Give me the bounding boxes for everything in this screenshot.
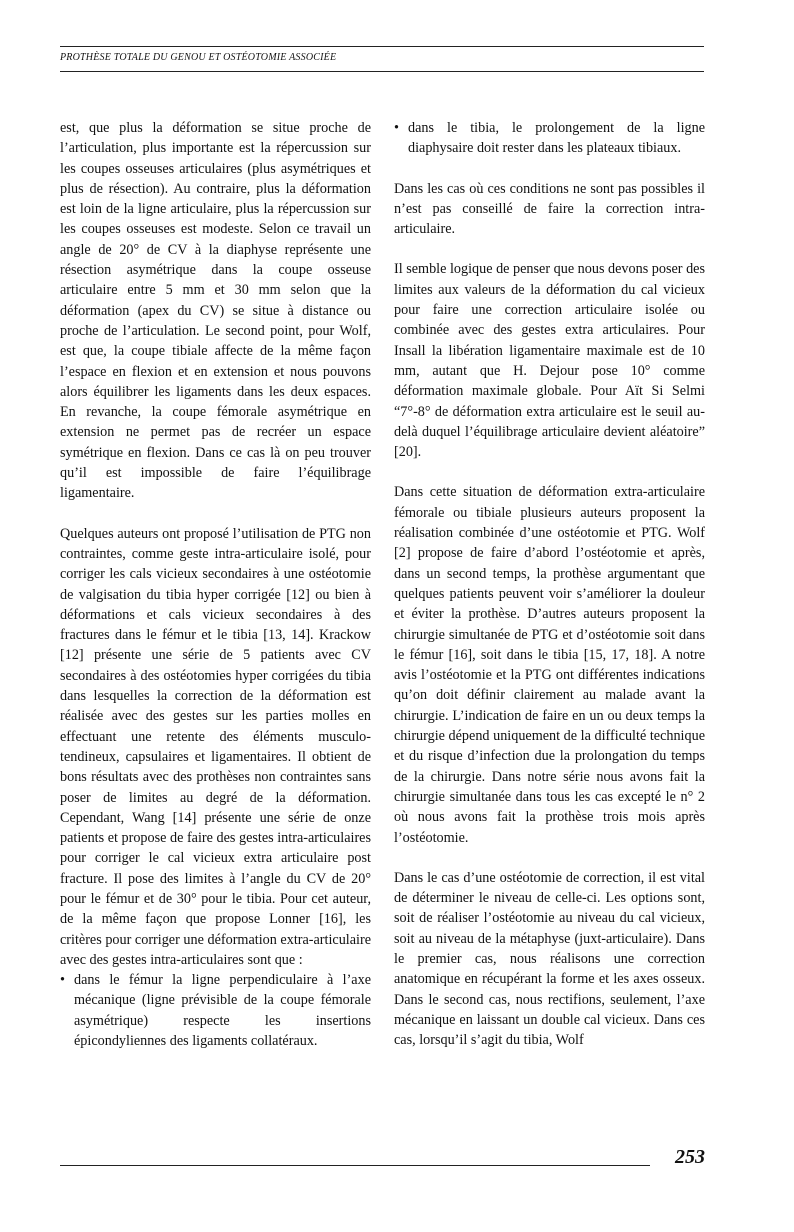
footer-rule: [60, 1165, 650, 1166]
paragraph-5: Dans cette situation de déformation extra-articulaire fémorale ou tibiale plusieurs auteurs proposent la réalisation combinée d’une ostéotomie et PTG. Wolf [2] propose de faire d’abord l’ostéotomie et après, dans un second temps, la prothèse argumentant que quelques patients peuvent voir s’améliorer la douleur et éviter la prothèse. D’autres auteurs proposent la chirurgie simultanée de PTG et d’ostéotomie soit dans le fémur [16], soit dans le tibia [15, 17, 18]. A notre avis l’ostéotomie et la PTG ont différentes indications qu’on doit définir clairement au malade avant la chirurgie. L’indication de faire en un ou deux temps la chirurgie dépend uniquement de la difficulté technique et du risque d’infection due la prolongation du temps de la chirurgie. Dans notre série nous avons fait la chirurgie simultanée dans tous les cas excepté le n° 2 où nous avons fait la prothèse trois mois après l’ostéotomie.: [394, 484, 705, 846]
paragraph-3: Dans les cas où ces conditions ne sont pas possibles il n’est pas conseillé de faire la correction intra-articulaire.: [394, 180, 705, 238]
right-column: [394, 118, 705, 1050]
paragraph-1: est, que plus la déformation se situe proche de l’articulation, plus importante est la répercussion sur les coupes osseuses articulaires (plus asymétriques et plus de résection). Au contraire, plus la déformation est loin de la ligne articulaire, plus la répercussion sur les coupes osseuses est modeste. Selon ce travail un angle de 20° de CV à la diaphyse représente une résection asymétrique dans la coupe osseuse articulaire entre 5 mm et 30 mm selon que la déformation (apex du CV) se situe à distance ou proche de l’articulation. Le second point, pour Wolf, est que, la coupe tibiale affecte de la même façon l’espace en flexion et en extension et nous pouvons alors équilibrer les ligaments dans les deux espaces. En revanche, la coupe fémorale asymétrique en extension ne permet pas de recréer un espace symétrique en flexion. Dans ce cas là on peu trouver qu’il est impossible de faire l’équilibrage ligamentaire.: [60, 120, 371, 502]
bullet-text-tibia: dans le tibia, le prolongement de la ligne diaphysaire doit rester dans les plateaux tibiaux.: [408, 120, 705, 157]
header-rule-bottom: [60, 71, 704, 72]
left-column: [60, 118, 371, 1051]
bullet-icon: •: [60, 972, 65, 989]
bullet-icon: •: [394, 120, 399, 136]
bullet-item-femur: [60, 970, 371, 1051]
bullet-text-femur: dans le fémur la ligne perpendiculaire à l’axe mécanique (ligne prévisible de la coupe fémorale asymétrique) respecte les insertions épicondyliennes des ligaments collatéraux.: [74, 972, 371, 1050]
header-rule-top: [60, 46, 704, 47]
bullet-item-tibia: [394, 118, 705, 159]
paragraph-4: Il semble logique de penser que nous devons poser des limites aux valeurs de la déformation du cal vicieux pour faire une correction articulaire isolée ou combinée avec des gestes extra articulaires. Pour Insall la libération ligamentaire maximale est de 10 mm, autant que H. Dejour pose 10° comme déformation maximale globale. Pour Aït Si Selmi “7°-8° de déformation extra articulaire est le seuil au-delà duquel l’équilibrage articulaire devient aléatoire” [20].: [394, 261, 705, 461]
page-number: 253: [675, 1146, 705, 1168]
paragraph-2: Quelques auteurs ont proposé l’utilisation de PTG non contraintes, comme geste intra-articulaire isolé, pour corriger les cals vicieux secondaires à une ostéotomie de valgisation du tibia hyper corrigée [12] ou bien à déformations et cals vicieux secondaires à des fractures dans le fémur et le tibia [13, 14]. Krackow [12] présente une série de 5 patients avec CV secondaires à des ostéotomies hyper corrigées du tibia dans lesquelles la correction de la déformation est réalisée avec des gestes sur les parties molles en effectuant une retente des éléments musculo-tendineux, capsulaires et ligamentaires. Il obtient de bons résultats avec des prothèses non contraintes sans poser de limites au degré de la déformation. Cependant, Wang [14] présente une série de onze patients et propose de faire des gestes intra-articulaires pour corriger le cal vicieux extra articulaire post fracture. Il pose des limites à l’angle du CV de 20° pour le fémur et de 30° pour le tibia. Pour cet auteur, de la même façon que propose Lonner [16], les critères pour corriger une déformation extra-articulaire avec des gestes intra-articulaires sont que :: [60, 525, 371, 968]
running-header: PROTHÈSE TOTALE DU GENOU ET OSTÉOTOMIE ASSOCIÉE: [60, 52, 337, 63]
paragraph-6: Dans le cas d’une ostéotomie de correction, il est vital de déterminer le niveau de celle-ci. Les options sont, soit de réaliser l’ostéotomie au niveau du cal vicieux, soit au niveau de la métaphyse (juxt-articulaire). Dans le premier cas, nous réalisons une correction anatomique en récupérant la forme et les axes osseux. Dans le second cas, nous rectifions, seulement, l’axe mécanique en laissant un double cal vicieux. Dans ces cas, lorsqu’il s’agit du tibia, Wolf: [394, 869, 705, 1049]
